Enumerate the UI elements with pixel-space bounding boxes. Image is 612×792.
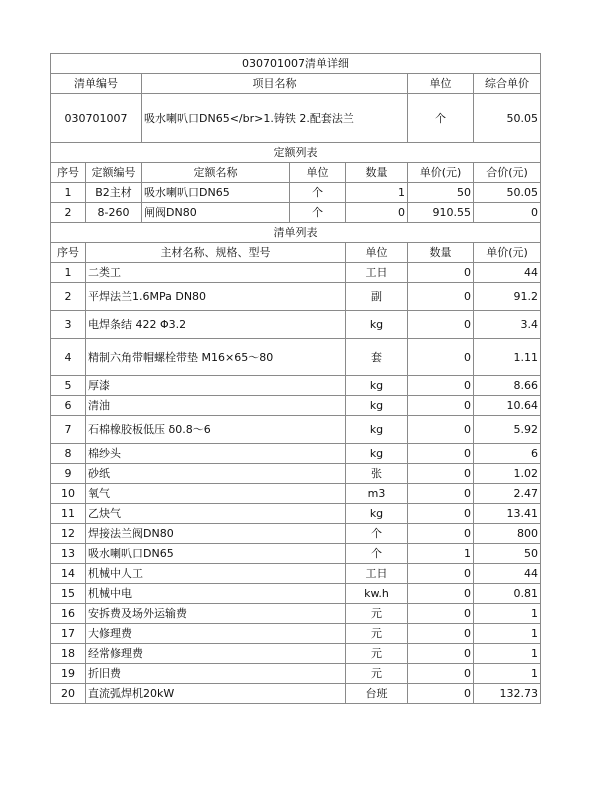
material-cell-price: 1.02 <box>474 464 541 484</box>
material-cell-price: 1 <box>474 664 541 684</box>
material-cell-price: 1.11 <box>474 339 541 376</box>
material-row <box>51 624 541 644</box>
material-cell-no: 9 <box>51 464 86 484</box>
material-cell-price: 0.81 <box>474 584 541 604</box>
quota-cell-name: 吸水喇叭口DN65 <box>142 183 290 203</box>
material-cell-price: 44 <box>474 564 541 584</box>
material-cell-qty: 0 <box>408 464 474 484</box>
material-cell-qty: 0 <box>408 339 474 376</box>
quota-cell-price: 50 <box>408 183 474 203</box>
material-cell-unit: m3 <box>346 484 408 504</box>
material-row <box>51 444 541 464</box>
material-cell-name: 二类工 <box>86 263 346 283</box>
material-cell-no: 6 <box>51 396 86 416</box>
material-cell-qty: 0 <box>408 376 474 396</box>
material-cell-unit: kg <box>346 504 408 524</box>
material-cell-qty: 0 <box>408 416 474 444</box>
material-cell-qty: 1 <box>408 544 474 564</box>
unit-header: 单位 <box>408 74 474 94</box>
mat-col-name: 主材名称、规格、型号 <box>86 243 346 263</box>
quota-cell-name: 闸阀DN80 <box>142 203 290 223</box>
quota-cell-total: 50.05 <box>474 183 541 203</box>
material-row <box>51 584 541 604</box>
material-cell-unit: kg <box>346 416 408 444</box>
item-unit: 个 <box>408 94 474 143</box>
material-row <box>51 311 541 339</box>
material-cell-unit: 台班 <box>346 684 408 704</box>
material-row <box>51 544 541 564</box>
material-cell-unit: 元 <box>346 644 408 664</box>
material-cell-no: 17 <box>51 624 86 644</box>
material-cell-qty: 0 <box>408 684 474 704</box>
material-cell-name: 机械中人工 <box>86 564 346 584</box>
material-cell-unit: kg <box>346 396 408 416</box>
material-row <box>51 504 541 524</box>
material-cell-price: 44 <box>474 263 541 283</box>
material-cell-qty: 0 <box>408 283 474 311</box>
price-header: 综合单价 <box>474 74 541 94</box>
material-cell-unit: 个 <box>346 544 408 564</box>
material-cell-name: 经常修理费 <box>86 644 346 664</box>
material-cell-qty: 0 <box>408 644 474 664</box>
item-price: 50.05 <box>474 94 541 143</box>
quota-rows <box>51 183 541 223</box>
quota-section-title: 定额列表 <box>51 143 541 163</box>
quota-cell-no: 1 <box>51 183 86 203</box>
materials-rows <box>51 263 541 704</box>
material-cell-no: 12 <box>51 524 86 544</box>
quota-cell-qty: 0 <box>346 203 408 223</box>
material-row <box>51 416 541 444</box>
material-row <box>51 564 541 584</box>
quota-cell-code: B2主材 <box>86 183 142 203</box>
material-row <box>51 664 541 684</box>
item-code: 030701007 <box>51 94 142 143</box>
quota-col-code: 定额编号 <box>86 163 142 183</box>
material-row <box>51 684 541 704</box>
item-header-row <box>51 74 541 94</box>
detail-table <box>50 53 541 704</box>
material-cell-unit: 张 <box>346 464 408 484</box>
material-cell-unit: 元 <box>346 604 408 624</box>
quota-cell-price: 910.55 <box>408 203 474 223</box>
material-cell-name: 焊接法兰阀DN80 <box>86 524 346 544</box>
material-cell-no: 1 <box>51 263 86 283</box>
material-cell-no: 10 <box>51 484 86 504</box>
material-cell-unit: 个 <box>346 524 408 544</box>
quota-row <box>51 183 541 203</box>
material-cell-qty: 0 <box>408 444 474 464</box>
quota-row <box>51 203 541 223</box>
quota-col-unit: 单位 <box>290 163 346 183</box>
materials-header-row <box>51 243 541 263</box>
material-cell-no: 11 <box>51 504 86 524</box>
material-cell-name: 大修理费 <box>86 624 346 644</box>
material-cell-no: 8 <box>51 444 86 464</box>
material-cell-qty: 0 <box>408 311 474 339</box>
material-cell-price: 6 <box>474 444 541 464</box>
quota-section-row <box>51 143 541 163</box>
material-cell-price: 1 <box>474 604 541 624</box>
code-header: 清单编号 <box>51 74 142 94</box>
material-row <box>51 263 541 283</box>
quota-col-price: 单价(元) <box>408 163 474 183</box>
material-cell-name: 机械中电 <box>86 584 346 604</box>
material-cell-unit: 套 <box>346 339 408 376</box>
material-cell-qty: 0 <box>408 624 474 644</box>
quota-col-name: 定额名称 <box>142 163 290 183</box>
material-row <box>51 524 541 544</box>
material-cell-price: 91.2 <box>474 283 541 311</box>
material-cell-qty: 0 <box>408 484 474 504</box>
material-row <box>51 283 541 311</box>
material-cell-name: 石棉橡胶板低压 δ0.8～6 <box>86 416 346 444</box>
material-cell-name: 平焊法兰1.6MPa DN80 <box>86 283 346 311</box>
material-cell-unit: 工日 <box>346 263 408 283</box>
material-cell-price: 5.92 <box>474 416 541 444</box>
material-cell-name: 折旧费 <box>86 664 346 684</box>
material-cell-no: 18 <box>51 644 86 664</box>
material-cell-no: 19 <box>51 664 86 684</box>
material-cell-unit: kg <box>346 444 408 464</box>
material-cell-name: 厚漆 <box>86 376 346 396</box>
material-cell-qty: 0 <box>408 604 474 624</box>
material-cell-price: 132.73 <box>474 684 541 704</box>
material-cell-name: 砂纸 <box>86 464 346 484</box>
material-cell-price: 800 <box>474 524 541 544</box>
mat-col-unit: 单位 <box>346 243 408 263</box>
material-cell-name: 吸水喇叭口DN65 <box>86 544 346 564</box>
material-cell-unit: 工日 <box>346 564 408 584</box>
title-row <box>51 54 541 74</box>
material-cell-unit: 副 <box>346 283 408 311</box>
item-name: 吸水喇叭口DN65</br>1.铸铁 2.配套法兰 <box>142 94 408 143</box>
material-cell-unit: kg <box>346 311 408 339</box>
material-cell-unit: kg <box>346 376 408 396</box>
quota-cell-total: 0 <box>474 203 541 223</box>
material-cell-no: 3 <box>51 311 86 339</box>
material-cell-no: 14 <box>51 564 86 584</box>
detail-sheet <box>50 53 540 704</box>
material-cell-unit: 元 <box>346 664 408 684</box>
material-row <box>51 464 541 484</box>
quota-cell-unit: 个 <box>290 183 346 203</box>
material-cell-price: 1 <box>474 624 541 644</box>
materials-section-title: 清单列表 <box>51 223 541 243</box>
material-cell-name: 电焊条结 422 Φ3.2 <box>86 311 346 339</box>
material-cell-name: 精制六角带帽螺栓带垫 M16×65～80 <box>86 339 346 376</box>
material-cell-price: 8.66 <box>474 376 541 396</box>
material-cell-no: 2 <box>51 283 86 311</box>
material-cell-price: 1 <box>474 644 541 664</box>
material-cell-name: 氧气 <box>86 484 346 504</box>
material-row <box>51 396 541 416</box>
item-row <box>51 94 541 143</box>
material-cell-qty: 0 <box>408 396 474 416</box>
mat-col-qty: 数量 <box>408 243 474 263</box>
material-cell-name: 棉纱头 <box>86 444 346 464</box>
material-cell-unit: 元 <box>346 624 408 644</box>
material-cell-no: 5 <box>51 376 86 396</box>
quota-col-no: 序号 <box>51 163 86 183</box>
mat-col-price: 单价(元) <box>474 243 541 263</box>
material-cell-price: 3.4 <box>474 311 541 339</box>
material-cell-no: 16 <box>51 604 86 624</box>
material-cell-qty: 0 <box>408 584 474 604</box>
material-cell-name: 安拆费及场外运输费 <box>86 604 346 624</box>
quota-header-row <box>51 163 541 183</box>
quota-cell-code: 8-260 <box>86 203 142 223</box>
quota-cell-unit: 个 <box>290 203 346 223</box>
material-cell-qty: 0 <box>408 564 474 584</box>
material-cell-qty: 0 <box>408 504 474 524</box>
material-cell-qty: 0 <box>408 524 474 544</box>
material-cell-name: 直流弧焊机20kW <box>86 684 346 704</box>
material-row <box>51 484 541 504</box>
material-cell-price: 10.64 <box>474 396 541 416</box>
material-cell-price: 13.41 <box>474 504 541 524</box>
material-row <box>51 644 541 664</box>
mat-col-no: 序号 <box>51 243 86 263</box>
material-row <box>51 339 541 376</box>
material-cell-qty: 0 <box>408 664 474 684</box>
material-cell-no: 13 <box>51 544 86 564</box>
name-header: 项目名称 <box>142 74 408 94</box>
material-cell-unit: kw.h <box>346 584 408 604</box>
quota-cell-qty: 1 <box>346 183 408 203</box>
material-cell-no: 20 <box>51 684 86 704</box>
material-cell-no: 4 <box>51 339 86 376</box>
material-row <box>51 604 541 624</box>
material-cell-qty: 0 <box>408 263 474 283</box>
quota-col-total: 合价(元) <box>474 163 541 183</box>
material-cell-price: 50 <box>474 544 541 564</box>
quota-col-qty: 数量 <box>346 163 408 183</box>
quota-cell-no: 2 <box>51 203 86 223</box>
material-cell-name: 清油 <box>86 396 346 416</box>
material-cell-name: 乙炔气 <box>86 504 346 524</box>
materials-section-row <box>51 223 541 243</box>
material-cell-no: 15 <box>51 584 86 604</box>
material-cell-price: 2.47 <box>474 484 541 504</box>
material-cell-no: 7 <box>51 416 86 444</box>
material-row <box>51 376 541 396</box>
sheet-title: 030701007清单详细 <box>51 54 541 74</box>
